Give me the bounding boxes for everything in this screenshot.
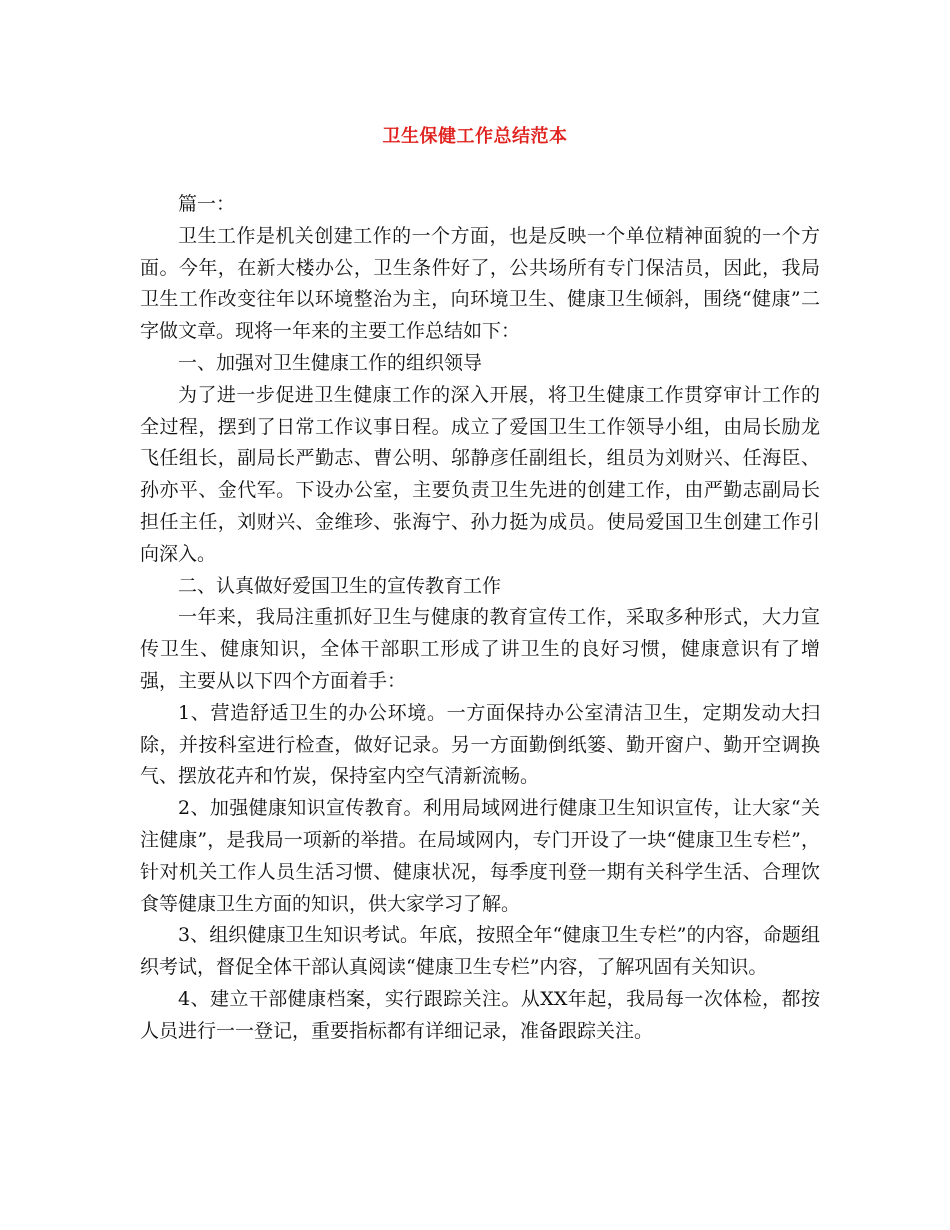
paragraph: 卫生工作是机关创建工作的一个方面，也是反映一个单位精神面貌的一个方面。今年，在新大楼办公，卫生条件好了，公共场所有专门保洁员，因此，我局卫生工作改变往年以环境整治为主，向环境卫生、健康卫生倾斜，围绕“健康”二字做文章。现将一年来的主要工作总结如下：	[140, 224, 820, 343]
list-item: 4、建立干部健康档案，实行跟踪关注。从XX年起，我局每一次体检，都按人员进行一一登记，重要指标都有详细记录，准备跟踪关注。	[140, 987, 820, 1042]
paragraph: 为了进一步促进卫生健康工作的深入开展，将卫生健康工作贯穿审计工作的全过程，摆到了日常工作议事日程。成立了爱国卫生工作领导小组，由局长励龙飞任组长，副局长严勤志、曹公明、邬静彦任副组长，组员为刘财兴、任海臣、孙亦平、金代军。下设办公室，主要负责卫生先进的创建工作，由严勤志副局长担任主任，刘财兴、金维珍、张海宁、孙力挺为成员。使局爱国卫生创建工作引向深入。	[140, 383, 820, 565]
list-item: 1、营造舒适卫生的办公环境。一方面保持办公室清洁卫生，定期发动大扫除，并按科室进行检查，做好记录。另一方面勤倒纸篓、勤开窗户、勤开空调换气、摆放花卉和竹炭，保持室内空气清新流畅。	[140, 701, 820, 788]
paragraph: 篇一：	[178, 193, 236, 215]
paragraph: 一年来，我局注重抓好卫生与健康的教育宣传工作，采取多种形式，大力宣传卫生、健康知识，全体干部职工形成了讲卫生的良好习惯，健康意识有了增强，主要从以下四个方面着手：	[140, 606, 820, 692]
list-item: 2、加强健康知识宣传教育。利用局域网进行健康卫生知识宣传，让大家“关注健康”，是我局一项新的举措。在局域网内，专门开设了一块“健康卫生专栏”，针对机关工作人员生活习惯、健康状况，每季度刊登一期有关科学生活、合理饮食等健康卫生方面的知识，供大家学习了解。	[140, 797, 820, 915]
section-heading: 二、认真做好爱国卫生的宣传教育工作	[178, 574, 502, 597]
document-title: 卫生保健工作总结范本	[382, 126, 568, 147]
list-item: 3、组织健康卫生知识考试。年底，按照全年“健康卫生专栏”的内容，命题组织考试，督促全体干部认真阅读“健康卫生专栏”内容，了解巩固有关知识。	[140, 924, 820, 979]
section-heading: 一、加强对卫生健康工作的组织领导	[178, 351, 483, 374]
document-body	[140, 189, 820, 1048]
